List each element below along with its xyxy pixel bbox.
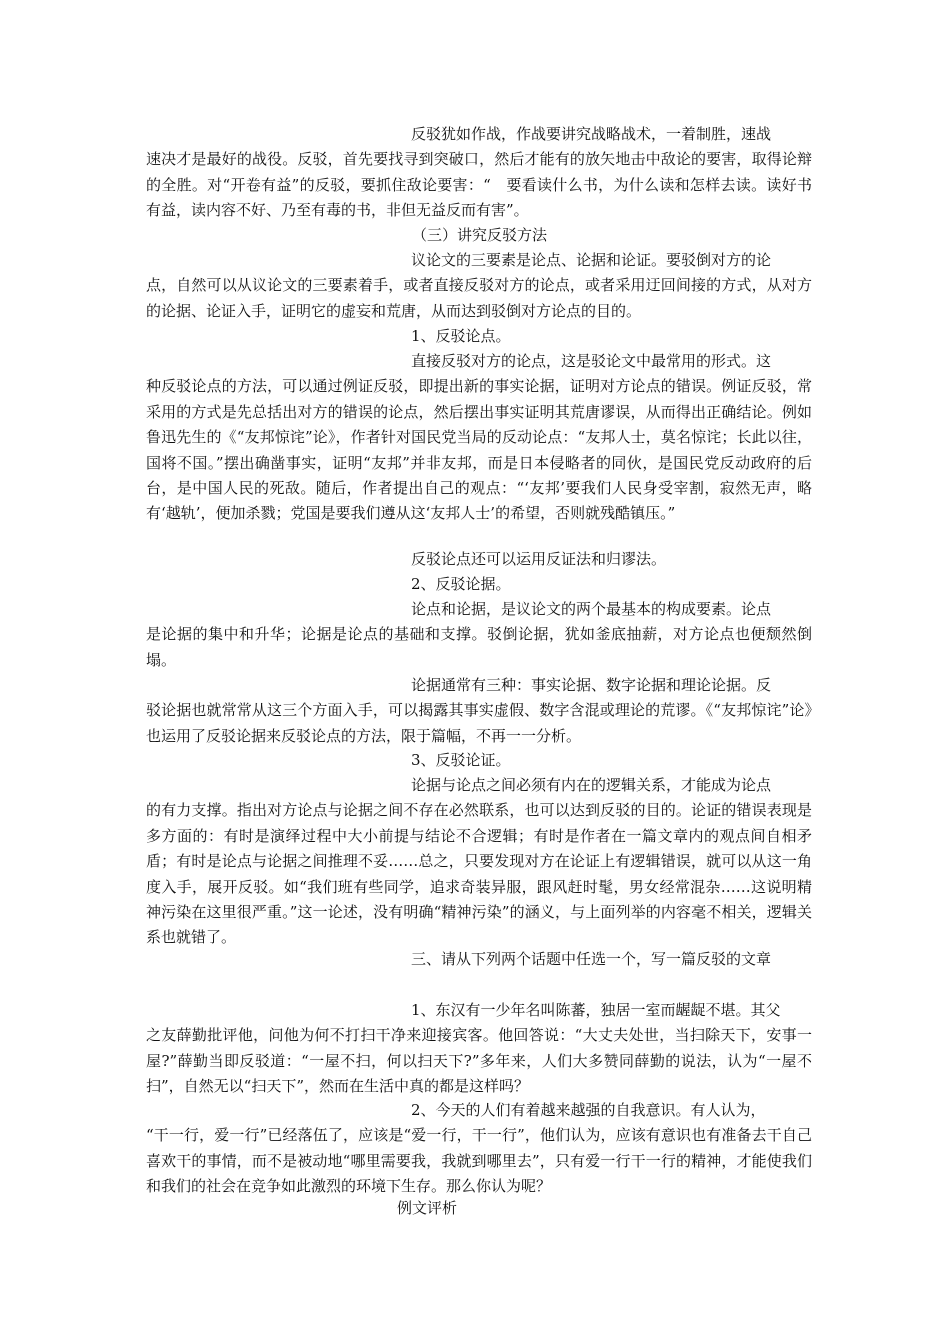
paragraph-body: 种反驳论点的方法，可以通过例证反驳，即提出新的事实论据，证明对方论点的错误。例证反驳，常采用的方式是先总括出对方的错误的论点，然后摆出事实证明其荒唐谬误，从而得出正确结论。例如鲁迅先生的《“友邦惊诧”论》，作者针对国民党当局的反动论点：“友邦人士，莫名惊诧；长此以往，国将不国。”摆出确凿事实，证明“友邦”并非友邦，而是日本侵略者的同伙，是国民党反动政府的后台，是中国人民的死敌。随后，作者提出自己的观点：“‘友邦’要我们人民身受宰割，寂然无声，略有‘越轨’，便加杀戮；党国是要我们遵从这‘友邦人士’的希望，否则就残酷镇压。”	[146, 377, 812, 523]
paragraph-first-line: 1、东汉有一少年名叫陈蕃，独居一室而龌龊不堪。其父	[411, 1001, 781, 1019]
paragraph-three-elements	[146, 248, 812, 324]
paragraph-body: 之友薛勤批评他，问他为何不打扫干净来迎接宾客。他回答说：“大丈夫处世，当扫除天下，安事一屋?”薛勤当即反驳道：“一屋不扫，何以扫天下?”多年来，人们大多赞同薛勤的说法，认为“一屋不扫”，自然无以“扫天下”，然而在生活中真的都是这样吗？	[146, 1026, 812, 1096]
topic-2	[146, 1098, 812, 1200]
paragraph-body: 点，自然可以从议论文的三要素着手，或者直接反驳对方的论点，或者采用迂回间接的方式，从对方的论据、论证入手，证明它的虚妄和荒唐，从而达到驳倒对方论点的目的。	[146, 276, 812, 320]
paragraph-reductio: 反驳论点还可以运用反证法和归谬法。	[411, 550, 667, 568]
paragraph-first-line: 论据与论点之间必须有内在的逻辑关系，才能成为论点	[411, 776, 772, 794]
paragraph-body: 驳论据也就常常从这三个方面入手，可以揭露其事实虚假、数字含混或理论的荒谬。《“友邦惊诧”论》也运用了反驳论据来反驳论点的方法，限于篇幅，不再一一分析。	[146, 701, 812, 745]
paragraph-refute-evidence	[146, 597, 812, 673]
paragraph-evidence-types	[146, 673, 812, 749]
section-heading-methods: （三）讲究反驳方法	[412, 226, 548, 244]
task-heading: 三、请从下列两个话题中任选一个，写一篇反驳的文章	[411, 950, 772, 968]
item-heading-refute-evidence: 2、反驳论据。	[411, 575, 511, 593]
paragraph-tactics	[146, 122, 812, 224]
paragraph-body: 速决才是最好的战役。反驳，首先要找寻到突破口，然后才能有的放矢地击中敌论的要害，取得论辩的全胜。对“开卷有益”的反驳，要抓住敌论要害：“ 要看读什么书，为什么读和怎样去读。读好书有益，读内容不好、乃至有毒的书，非但无益反而有害”。	[146, 150, 812, 220]
paragraph-first-line: 论点和论据，是议论文的两个最基本的构成要素。论点	[411, 600, 772, 618]
item-heading-refute-argument: 1、反驳论点。	[411, 327, 511, 345]
paragraph-first-line: 直接反驳对方的论点，这是驳论文中最常用的形式。这	[411, 352, 772, 370]
paragraph-refute-argument	[146, 349, 812, 527]
paragraph-first-line: 议论文的三要素是论点、论据和论证。要驳倒对方的论	[411, 251, 772, 269]
paragraph-refute-reasoning	[146, 773, 812, 951]
paragraph-body: “干一行，爱一行”已经落伍了，应该是“爱一行，干一行”，他们认为，应该有意识也有准备去干自己喜欢干的事情，而不是被动地“哪里需要我，我就到哪里去”，只有爱一行干一行的精神，才能使我们和我们的社会在竞争如此激烈的环境下生存。那么你认为呢？	[146, 1126, 812, 1196]
topic-1	[146, 998, 812, 1100]
paragraph-body: 是论据的集中和升华；论据是论点的基础和支撑。驳倒论据，犹如釜底抽薪，对方论点也便颓然倒塌。	[146, 625, 812, 669]
example-heading: 例文评析	[397, 1199, 458, 1217]
item-heading-refute-reasoning: 3、反驳论证。	[411, 751, 511, 769]
paragraph-first-line: 反驳犹如作战，作战要讲究战略战术，一着制胜，速战	[411, 125, 772, 143]
paragraph-first-line: 论据通常有三种：事实论据、数字论据和理论论据。反	[411, 676, 772, 694]
paragraph-body: 的有力支撑。指出对方论点与论据之间不存在必然联系，也可以达到反驳的目的。论证的错误表现是多方面的：有时是演绎过程中大小前提与结论不合逻辑；有时是作者在一篇文章内的观点间自相矛盾；有时是论点与论据之间推理不妥……总之，只要发现对方在论证上有逻辑错误，就可以从这一角度入手，展开反驳。如“我们班有些同学，追求奇装异服，跟风赶时髦，男女经常混杂……这说明精神污染在这里很严重。”这一论述，没有明确“精神污染”的涵义，与上面列举的内容毫不相关，逻辑关系也就错了。	[146, 801, 812, 947]
paragraph-first-line: 2、今天的人们有着越来越强的自我意识。有人认为，	[411, 1101, 766, 1119]
